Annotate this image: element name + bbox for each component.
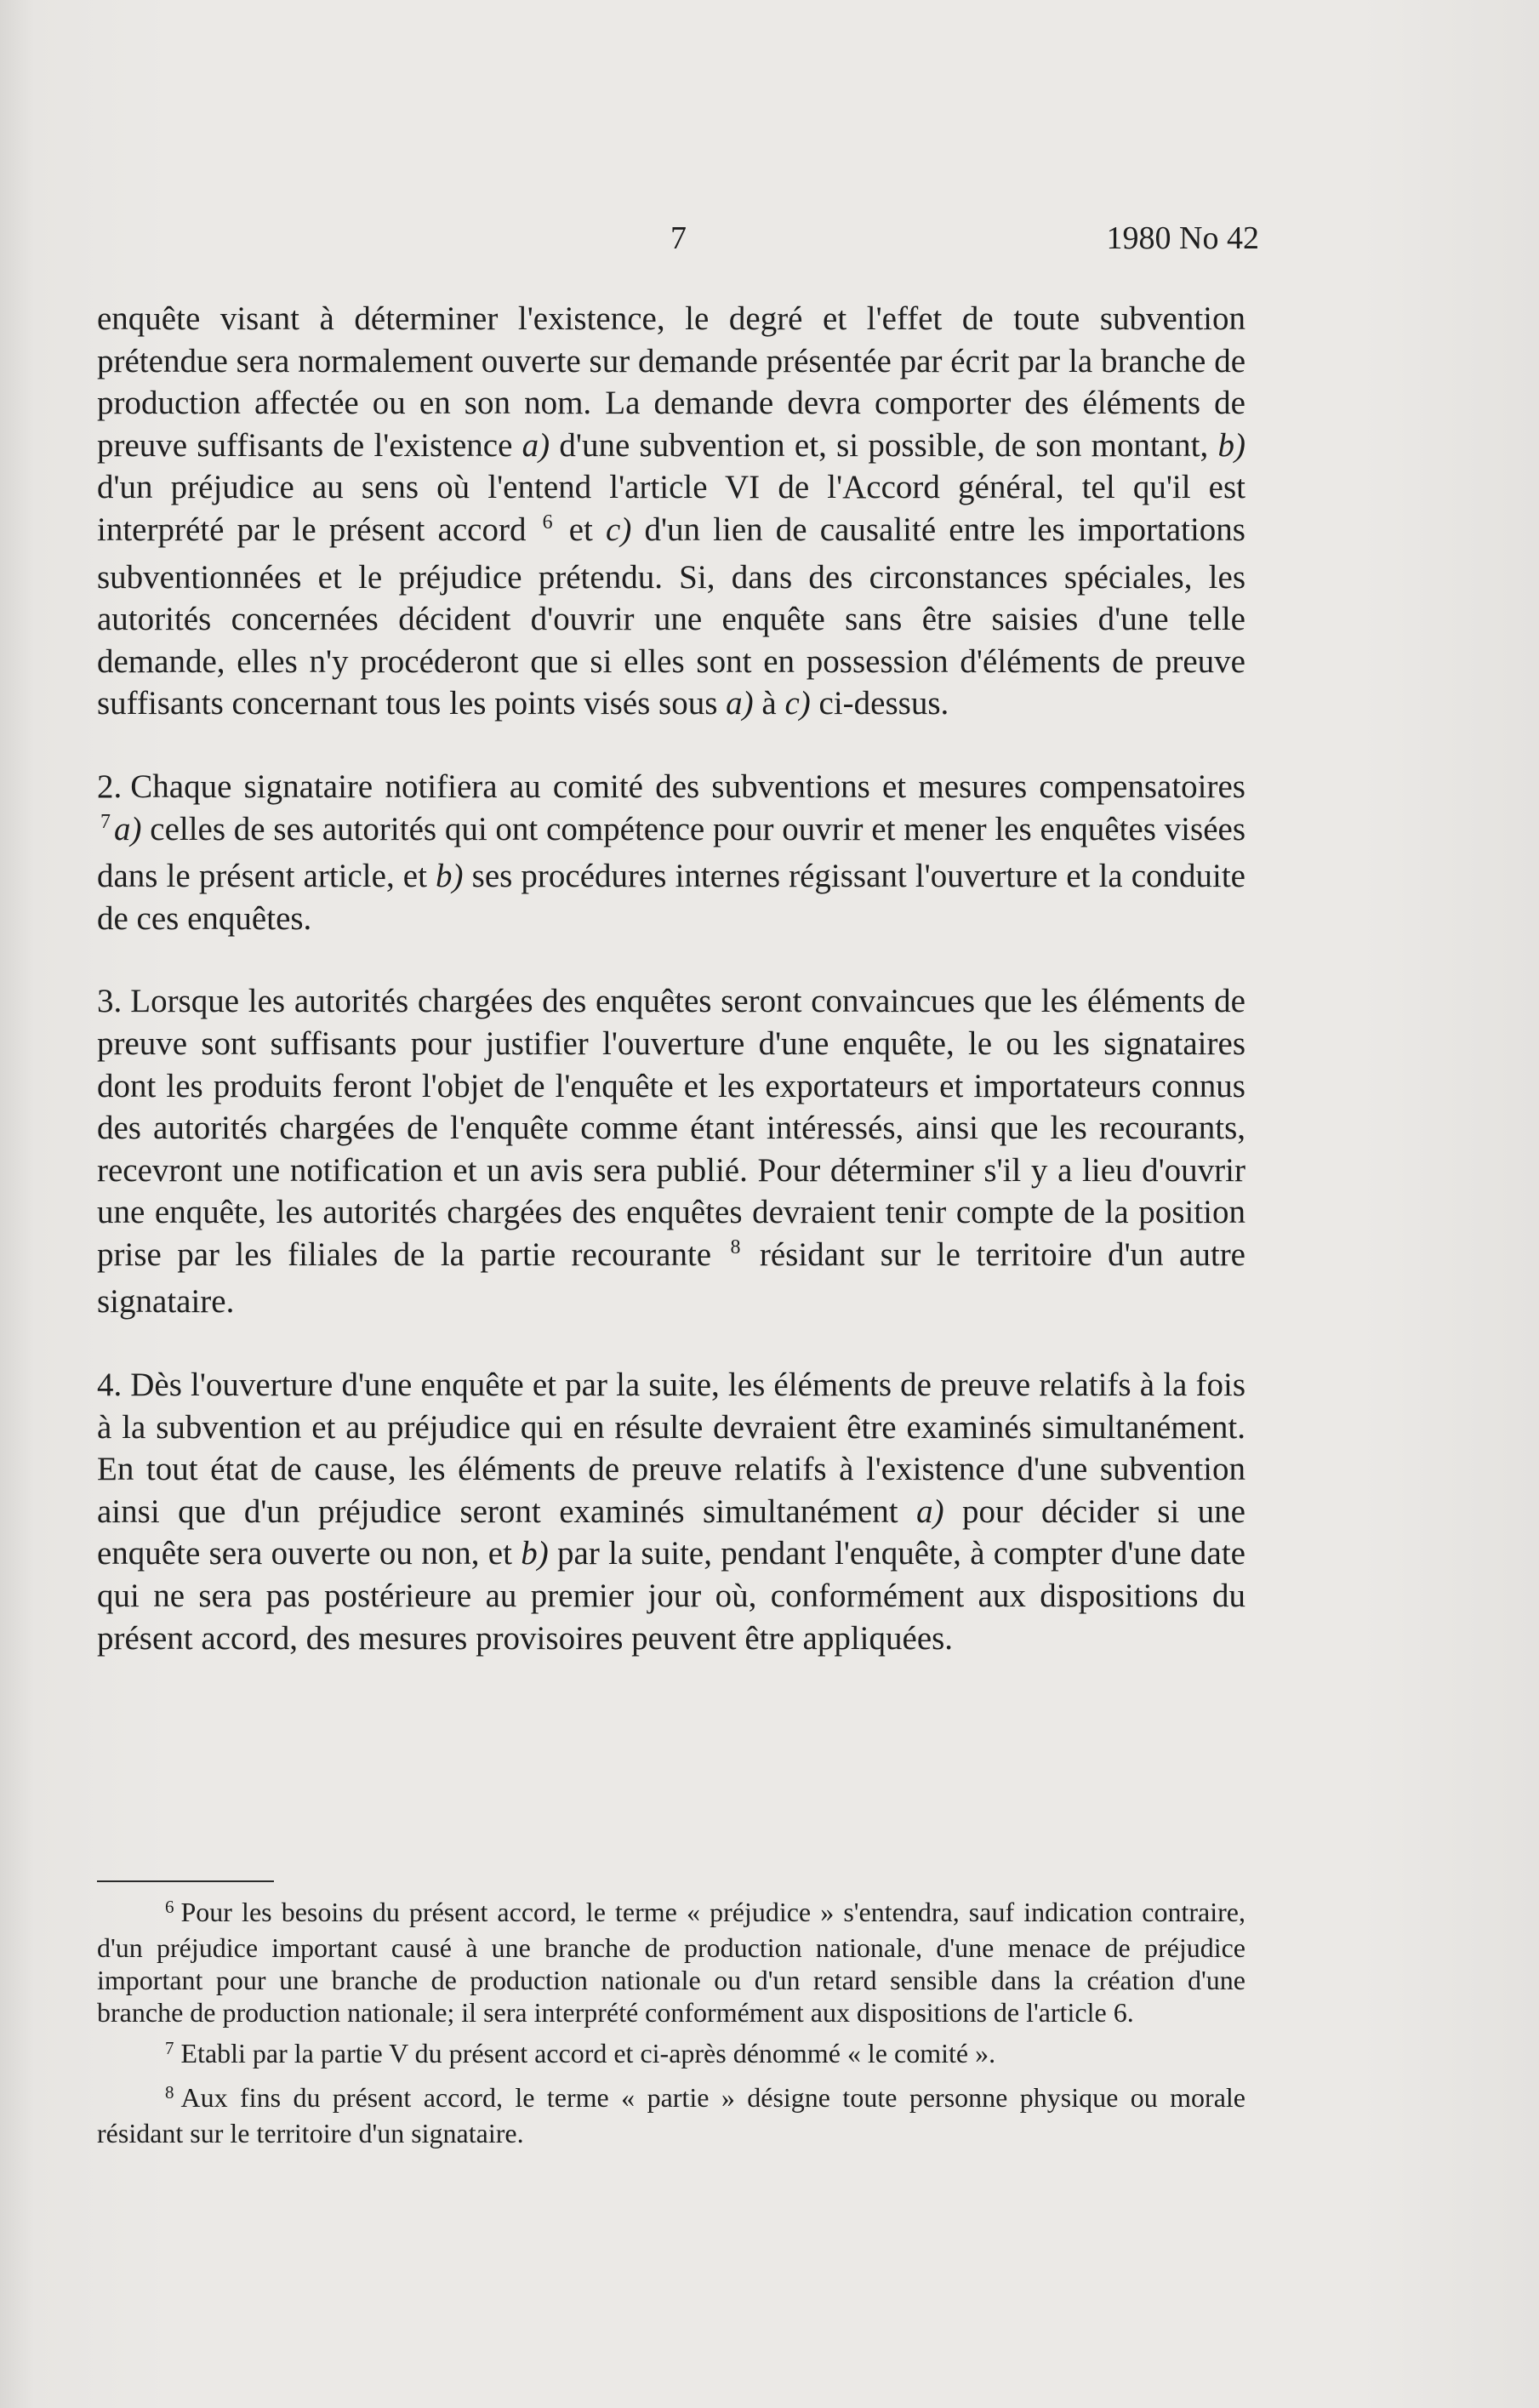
document-reference: 1980 No 42 — [1106, 220, 1259, 256]
text-run: ci-dessus. — [810, 685, 949, 722]
enumeration-marker: a) — [114, 810, 142, 847]
page-header — [0, 220, 1539, 262]
footnote-text: Aux fins du présent accord, le terme « partie » désigne toute personne physique ou morale résidant sur le territoire d'un signataire. — [97, 2082, 1245, 2148]
text-run: résidant sur le territoire d'un autre signataire. — [97, 1235, 1245, 1321]
enumeration-marker: c) — [784, 685, 811, 722]
text-run: par la suite, pendant l'enquête, à compter d'une date qui ne sera pas postérieure au premier jour où, conformément aux dispositions du présent accord, des mesures provisoires peuvent être appliquées. — [97, 1535, 1245, 1657]
footnote-reference: 8 — [730, 1235, 741, 1258]
body-text — [97, 298, 1245, 1659]
enumeration-marker: b) — [521, 1535, 549, 1572]
text-run: pour décider si une enquête sera ouverte ou non, et — [97, 1492, 1245, 1572]
footnote-reference: 7 — [100, 810, 111, 833]
page-number: 7 — [670, 220, 687, 256]
enumeration-marker: a) — [522, 426, 550, 464]
footnote-6 — [97, 1896, 1245, 2029]
footnote-text: Pour les besoins du présent accord, le terme « préjudice » s'entendra, sauf indication contraire, d'un préjudice important causé à une branche de production nationale, d'une menace de préjudice important pour une branche de production nationale ou d'un retard sensible dans la création d'une branche de production nationale; il sera interprété conformément aux dispositions de l'article 6. — [97, 1897, 1245, 2028]
enumeration-marker: b) — [436, 858, 464, 895]
text-run: d'un lien de causalité entre les importations subventionnées et le préjudice prétendu. Si, dans des circonstances spéciales, les autorités concernées décident d'ouvrir une enquête sans être saisies d'une telle demande, elles n'y procéderont que si elles sont en possession d'éléments de preuve suffisants concernant tous les points visés sous — [97, 511, 1245, 722]
footnote-text: Etabli par la partie V du présent accord et ci-après dénommé « le comité ». — [180, 2038, 996, 2068]
paragraph-number: 4. — [97, 1367, 123, 1404]
footnotes — [97, 1896, 1245, 2149]
text-run: celles de ses autorités qui ont compétence pour ouvrir et mener les enquêtes visées dans le présent article, et — [97, 810, 1245, 895]
text-run: d'une subvention et, si possible, de son montant, — [550, 426, 1218, 464]
footnote-7 — [97, 2037, 1245, 2073]
text-run: enquête visant à déterminer l'existence, le degré et l'effet de toute subvention prétendue sera normalement ouverte sur demande présentée par écrit par la branche de production affectée ou en son nom. La demande devra comporter des éléments de preuve suffisants de l'existence — [97, 300, 1245, 464]
footnote-separator — [97, 1880, 274, 1882]
text-run: Lorsque les autorités chargées des enquêtes seront convaincues que les éléments de preuve sont suffisants pour justifier l'ouverture d'une enquête, le ou les signataires dont les produits feront l'objet de l'enquête et les exportateurs et importateurs connus des autorités chargées de l'enquête comme étant intéressés, ainsi que les recourants, recevront une notification et un avis sera publié. Pour déterminer s'il y a lieu d'ouvrir une enquête, les autorités chargées des enquêtes devraient tenir compte de la position prise par les filiales de la partie recourante — [97, 983, 1245, 1273]
paragraph-3 — [97, 980, 1245, 1323]
paragraph-number: 2. — [97, 767, 123, 805]
text-run: d'un préjudice au sens où l'entend l'article VI de l'Accord général, tel qu'il est interprété par le présent accord — [97, 469, 1245, 548]
paragraph-4 — [97, 1364, 1245, 1659]
footnote-reference: 6 — [542, 511, 553, 534]
enumeration-marker: b) — [1217, 426, 1245, 464]
footnote-mark: 8 — [165, 2082, 174, 2103]
text-run: à — [753, 685, 785, 722]
enumeration-marker: a) — [916, 1492, 944, 1530]
enumeration-marker: a) — [726, 685, 754, 722]
text-run: Chaque signataire notifiera au comité des subventions et mesures compensatoires — [130, 767, 1245, 805]
paragraph-2 — [97, 766, 1245, 939]
paragraph-1-continued — [97, 298, 1245, 725]
text-run: ses procédures internes régissant l'ouverture et la conduite de ces enquêtes. — [97, 858, 1245, 937]
text-run: et — [556, 511, 607, 548]
footnote-8 — [97, 2081, 1245, 2149]
paragraph-number: 3. — [97, 983, 123, 1020]
footnote-mark: 7 — [165, 2038, 174, 2058]
enumeration-marker: c) — [606, 511, 632, 548]
text-run: Dès l'ouverture d'une enquête et par la suite, les éléments de preuve relatifs à la fois à la subvention et au préjudice qui en résulte devraient être examinés simultanément. En tout état de cause, les éléments de preuve relatifs à l'existence d'une subvention ainsi que d'un préjudice seront examinés simultanément — [97, 1367, 1245, 1530]
footnote-mark: 6 — [165, 1897, 174, 1917]
